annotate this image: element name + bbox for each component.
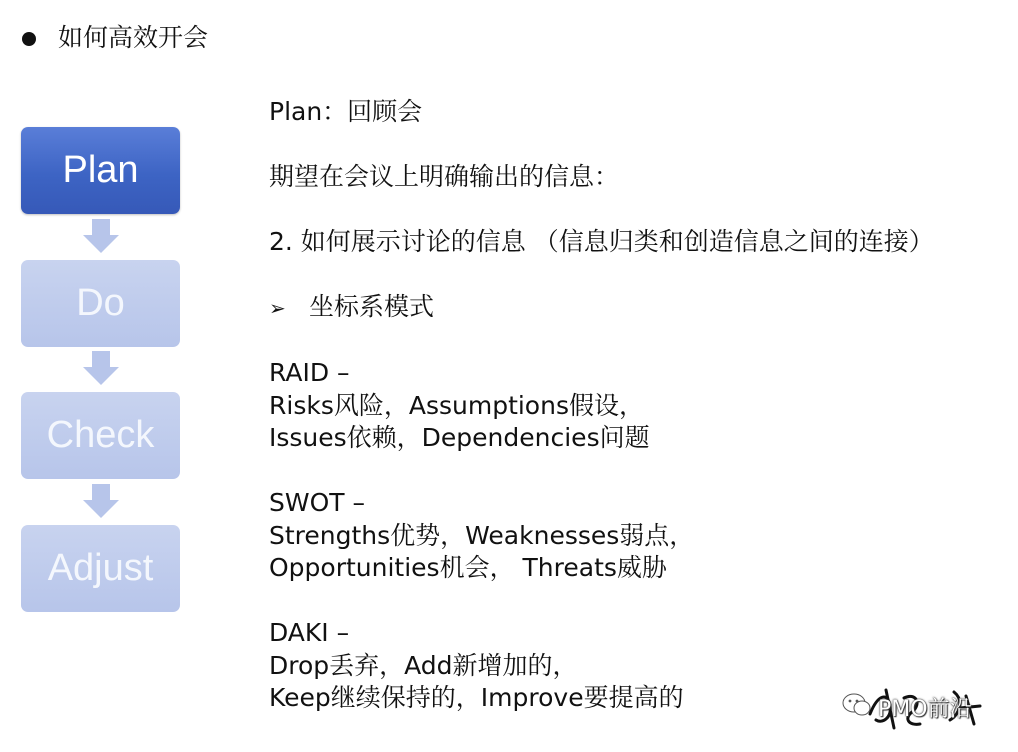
mode-line [269,291,999,325]
daki-line-1: Drop丢弃，Add新增加的， [269,650,578,680]
slide-content [269,96,999,715]
chat-logo-icon [842,692,872,718]
watermark-text: PMO前沿 [878,697,972,722]
down-arrow-icon [82,484,120,522]
step-check: Check [21,392,180,479]
swot-line-1: Strengths优势，Weaknesses弱点， [269,520,695,550]
content-intro: 期望在会议上明确输出的信息： [269,162,620,191]
daki-title: DAKI – [269,618,350,647]
page-title: 如何高效开会 [58,23,209,52]
title-bullet [22,32,36,46]
step-do: Do [21,260,180,347]
raid-line-1: Risks风险，Assumptions假设， [269,390,644,420]
step-adjust: Adjust [21,525,180,612]
swot-title: SWOT – [269,488,365,517]
watermark [842,684,1002,734]
mode-label: 坐标系模式 [309,292,435,321]
daki-line-2: Keep继续保持的，Improve要提高的 [269,683,684,712]
step-plan: Plan [21,127,180,214]
content-point: 2. 如何展示讨论的信息 （信息归类和创造信息之间的连接） [269,227,934,256]
raid-line-2: Issues依赖，Dependencies问题 [269,423,650,452]
arrow-bullet-icon: ➢ [269,296,286,320]
down-arrow-icon [82,219,120,257]
content-subtitle: Plan：回顾会 [269,97,423,126]
swot-line-2: Opportunities机会， Threats威胁 [269,553,667,582]
raid-title: RAID – [269,358,350,387]
down-arrow-icon [82,351,120,389]
